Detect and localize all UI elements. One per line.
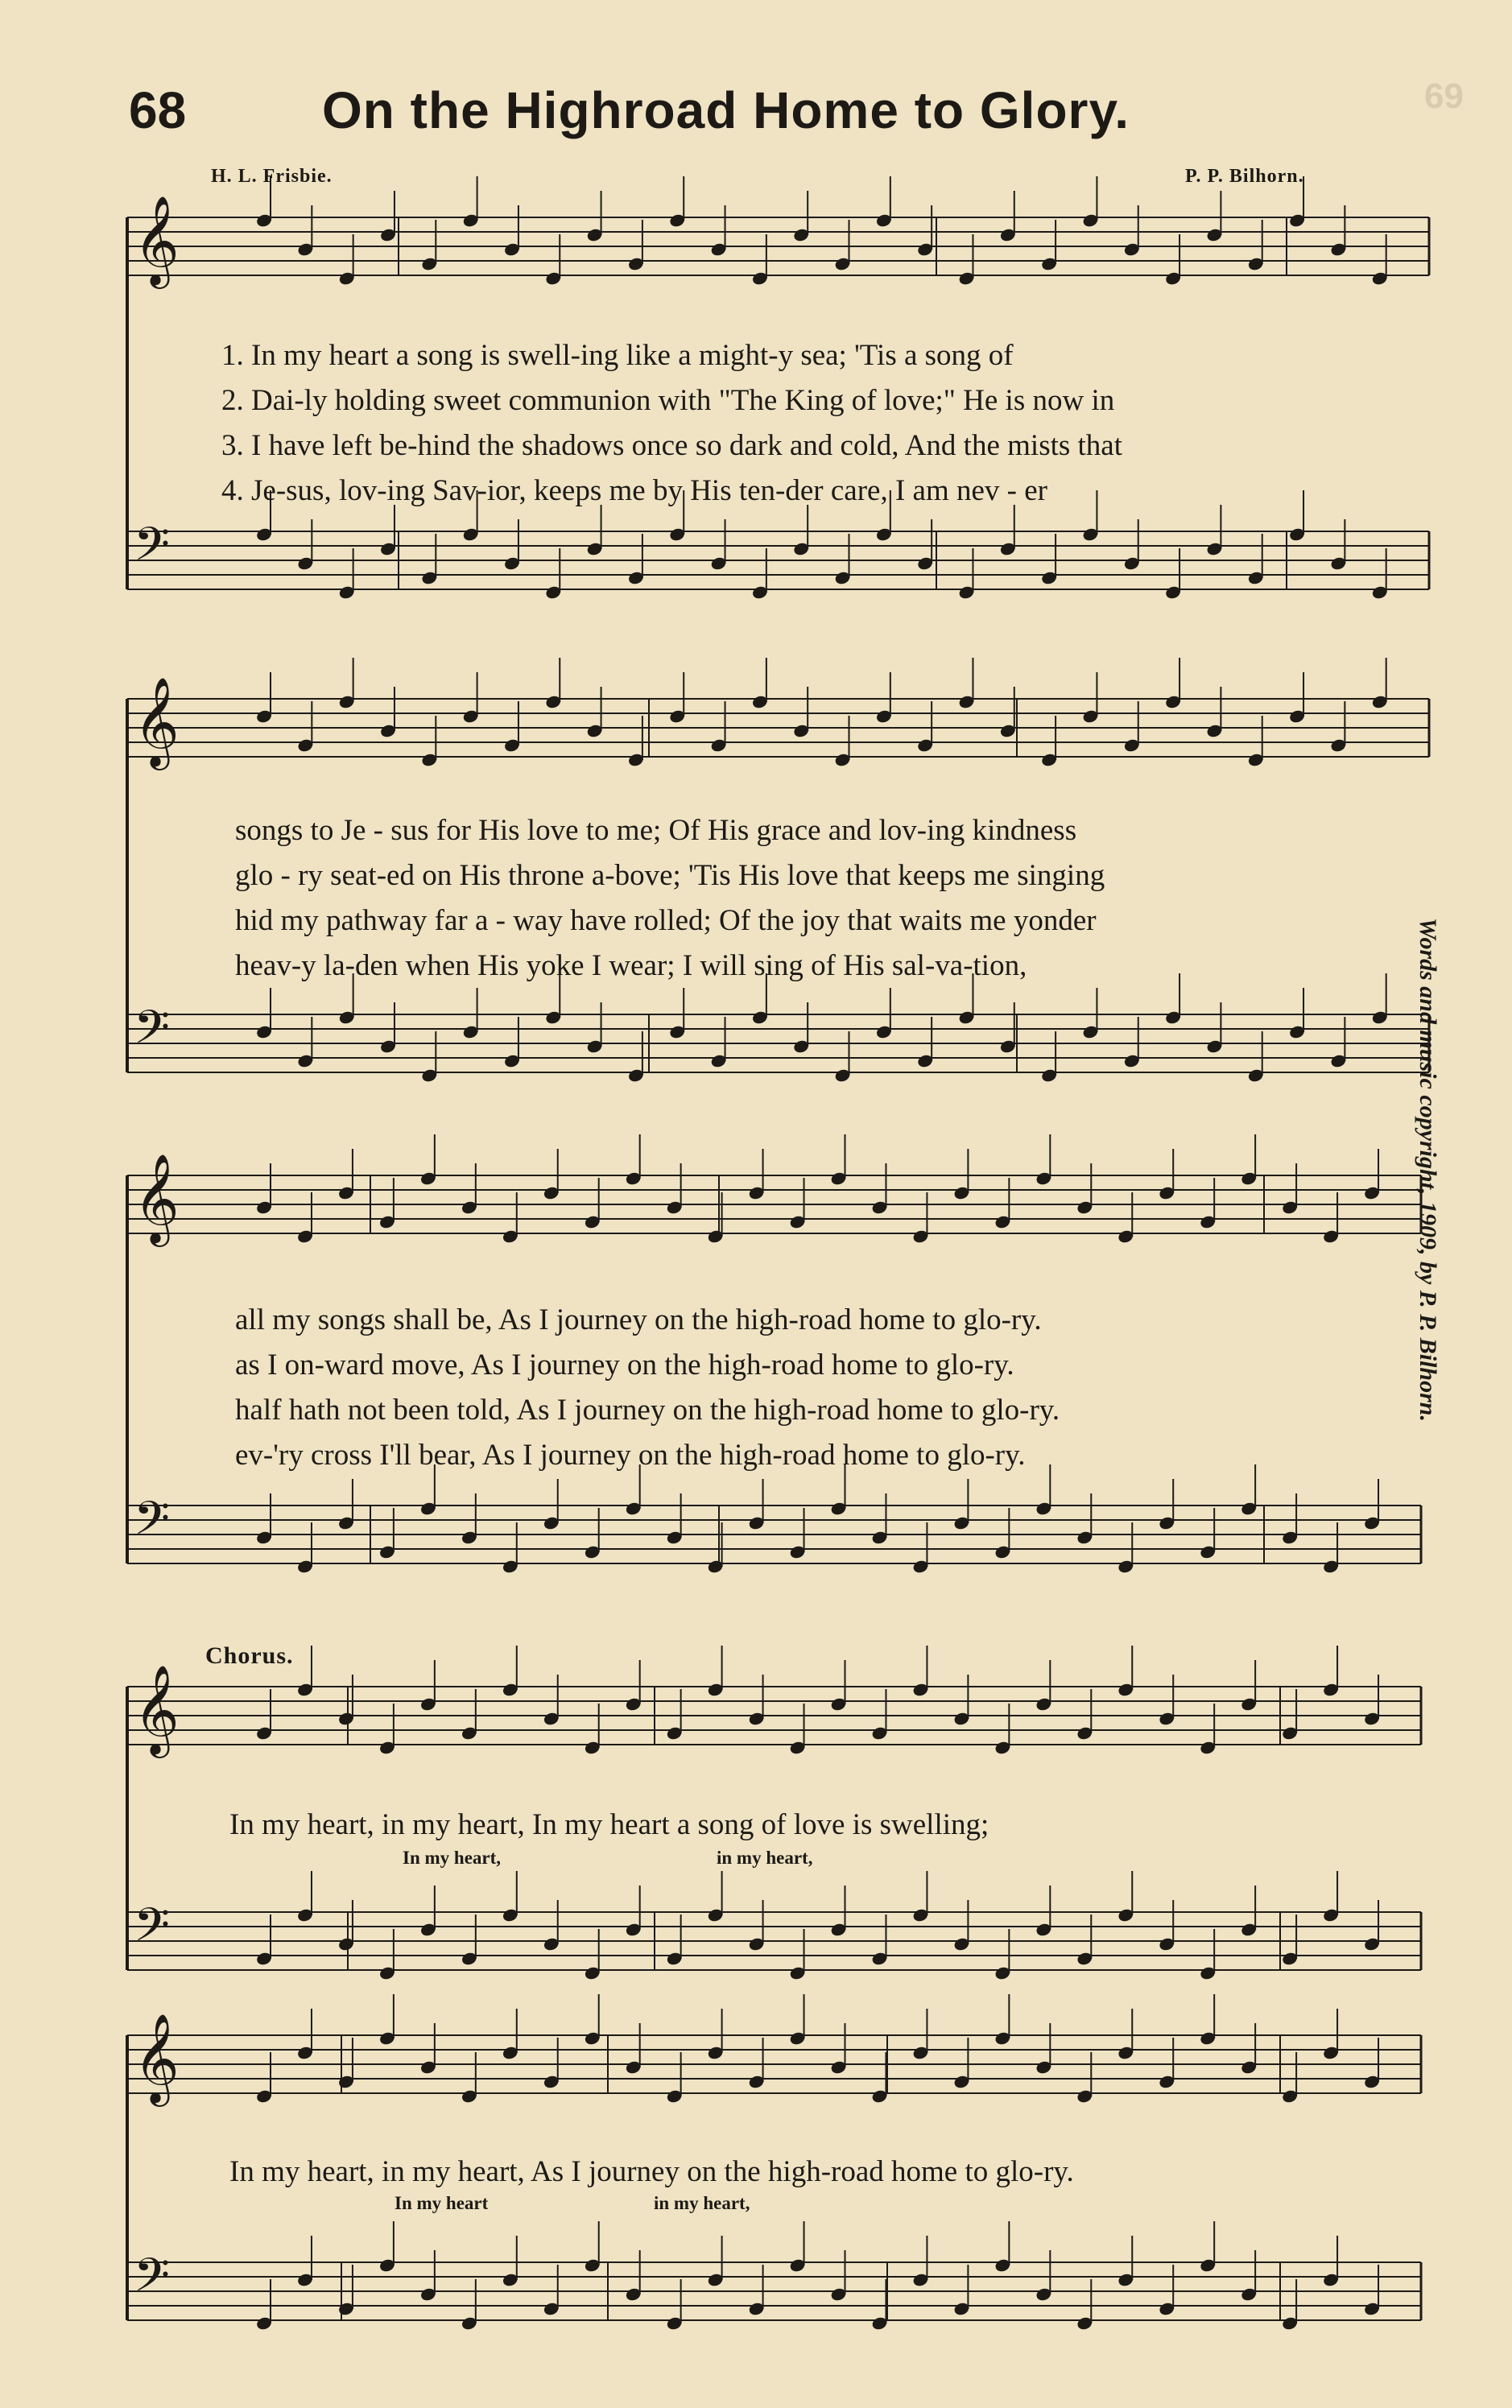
verse-1-line-1: 1. In my heart a song is swell-ing like a might-y sea; 'Tis a song of (221, 339, 1014, 372)
hymn-title: On the Highroad Home to Glory. (322, 81, 1130, 139)
chorus-echo-1a: In my heart, (403, 1848, 502, 1868)
bass-clef-icon: 𝄢 (134, 1490, 171, 1557)
verse-2-line-3: as I on-ward move, As I journey on the high-road home to glo-ry. (235, 1349, 1014, 1382)
bass-clef-icon: 𝄢 (134, 1897, 171, 1964)
verse-3-line-2: hid my pathway far a - way have rolled; Of the joy that waits me yonder (235, 904, 1097, 937)
treble-clef-icon: 𝄞 (134, 2013, 180, 2104)
verse-4-line-1: 4. Je-sus, lov-ing Sav-ior, keeps me by His ten-der care, I am nev - er (221, 474, 1047, 507)
chorus-line-1: In my heart, in my heart, In my heart a song of love is swelling; (229, 1808, 989, 1841)
treble-clef-icon: 𝄞 (134, 195, 180, 286)
composer-credit: P. P. Bilhorn. (1185, 166, 1304, 187)
bass-clef-icon: 𝄢 (134, 2247, 171, 2314)
lyricist-credit: H. L. Frisbie. (211, 166, 333, 187)
chorus-line-2: In my heart, in my heart, As I journey on the high-road home to glo-ry. (229, 2155, 1074, 2188)
verse-2-line-2: glo - ry seat-ed on His throne a-bove; 'Tis His love that keeps me singing (235, 859, 1105, 892)
treble-clef-icon: 𝄞 (134, 1153, 180, 1244)
chorus-echo-2b: in my heart, (654, 2193, 750, 2213)
chorus-label: Chorus. (205, 1642, 294, 1669)
verse-1-line-3: all my songs shall be, As I journey on the high-road home to glo-ry. (235, 1303, 1042, 1336)
treble-clef-icon: 𝄞 (134, 1664, 180, 1755)
copyright-notice: Words and music copyright, 1909, by P. P. Bilhorn. (1415, 918, 1441, 1422)
verse-3-line-3: half hath not been told, As I journey on the high-road home to glo-ry. (235, 1394, 1060, 1427)
verse-4-line-2: heav-y la-den when His yoke I wear; I will sing of His sal-va-tion, (235, 949, 1027, 982)
verse-3-line-1: 3. I have left be-hind the shadows once so dark and cold, And the mists that (221, 429, 1122, 462)
chorus-echo-1b: in my heart, (717, 1848, 813, 1868)
bass-clef-icon: 𝄢 (134, 999, 171, 1066)
verse-4-line-3: ev-'ry cross I'll bear, As I journey on the high-road home to glo-ry. (235, 1439, 1026, 1472)
treble-clef-icon: 𝄞 (134, 676, 180, 767)
page-corner-number: 69 (1424, 76, 1464, 116)
bass-clef-icon: 𝄢 (134, 516, 171, 583)
verse-1-line-2: songs to Je - sus for His love to me; Of His grace and lov-ing kindness (235, 814, 1077, 847)
verse-2-line-1: 2. Dai-ly holding sweet communion with "The King of love;" He is now in (221, 384, 1115, 417)
chorus-echo-2a: In my heart (395, 2193, 489, 2213)
hymn-number: 68 (129, 81, 187, 139)
